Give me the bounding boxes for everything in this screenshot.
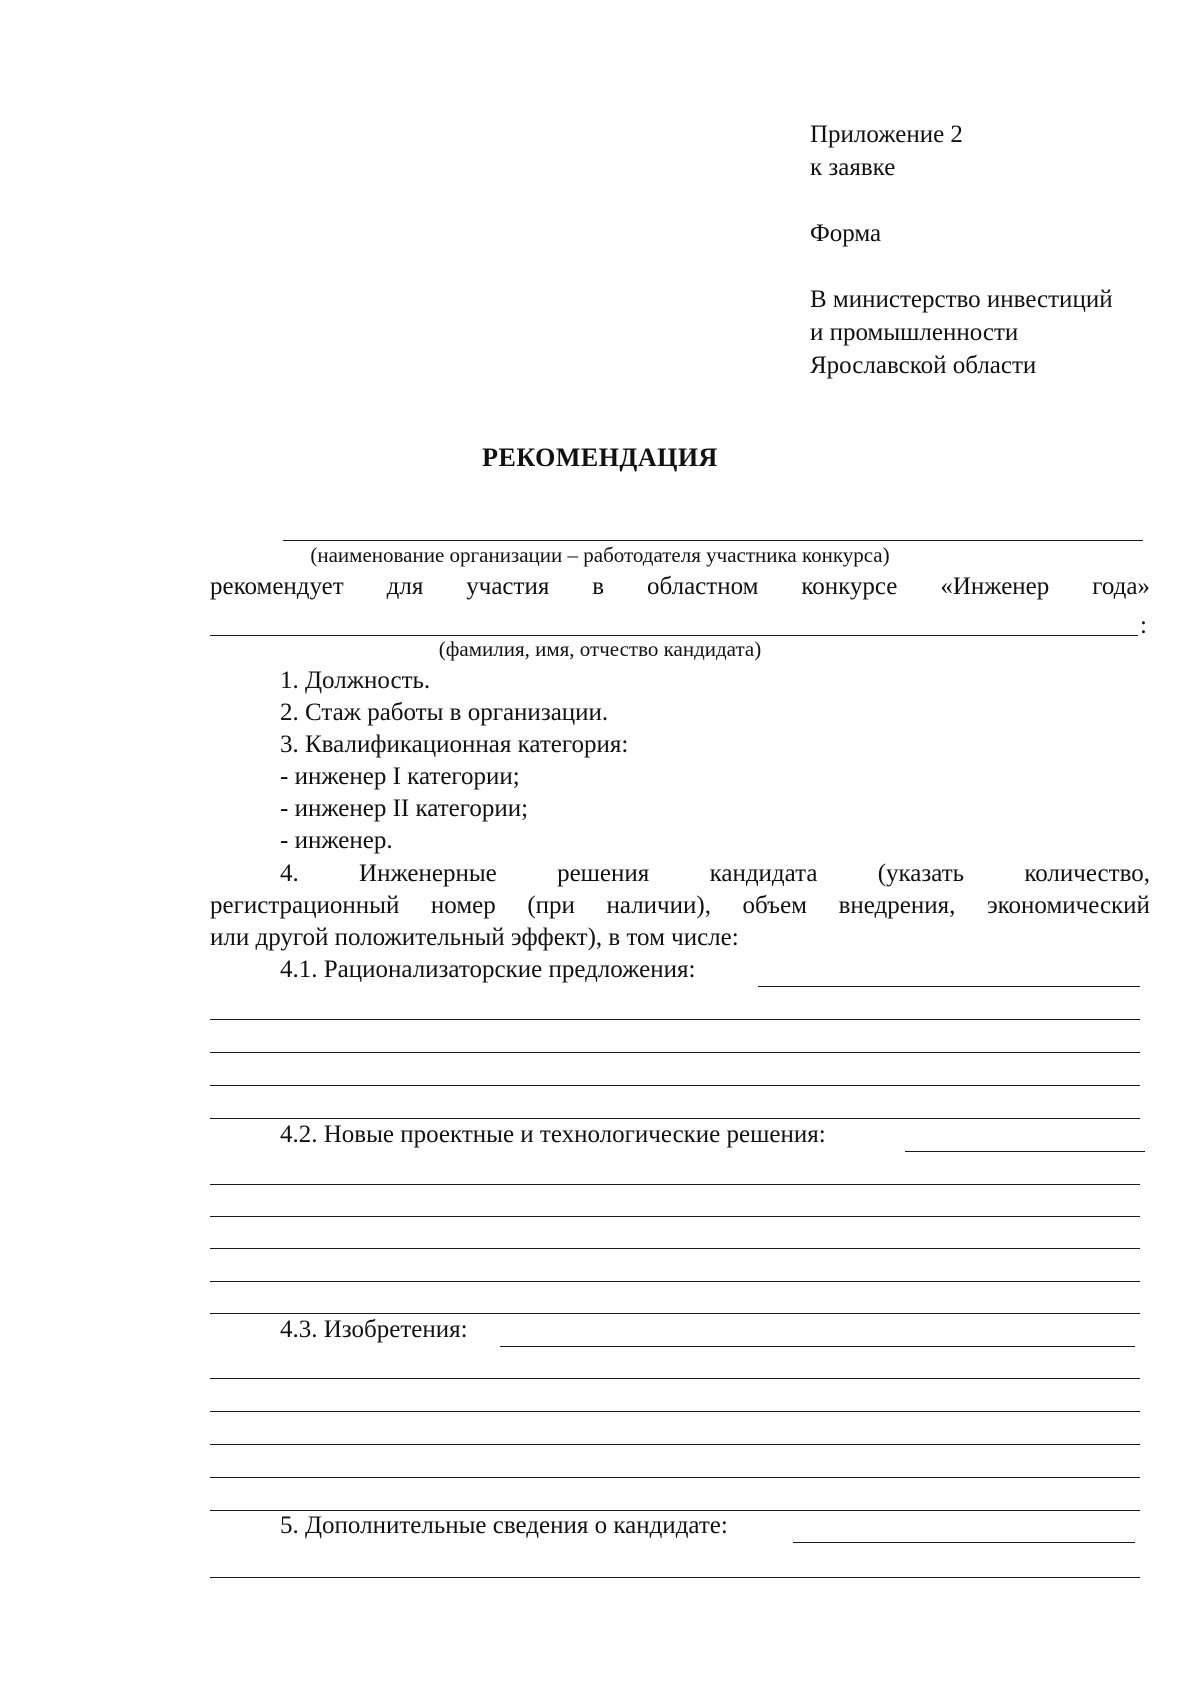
section-4-1-field[interactable] (210, 1052, 1140, 1053)
section-4-1-label: 4.1. Рационализаторские предложения: (280, 956, 696, 983)
p4-word: регистрационный (210, 892, 400, 919)
section-4-1-field[interactable] (210, 1118, 1140, 1119)
annex-to-application: к заявке (810, 154, 896, 181)
section-4-3-field[interactable] (210, 1411, 1140, 1412)
section-5-label: 5. Дополнительные сведения о кандидате: (280, 1512, 728, 1539)
recommend-word: в (592, 573, 605, 600)
p4-word: количество, (1024, 860, 1150, 887)
section-5-field[interactable] (793, 1542, 1135, 1543)
annex-number: Приложение 2 (810, 121, 963, 148)
section-4-3-field[interactable] (210, 1477, 1140, 1478)
p4-word: Инженерные (359, 860, 497, 887)
section-5-field[interactable] (210, 1577, 1140, 1578)
section-4-3-field[interactable] (210, 1378, 1140, 1379)
item-category-1: - инженер I категории; (280, 763, 520, 790)
section-4-2-field[interactable] (210, 1248, 1140, 1249)
p4-word: внедрения, (838, 892, 956, 919)
section-4-3-label: 4.3. Изобретения: (280, 1316, 468, 1343)
section-4-2-field[interactable] (210, 1184, 1140, 1185)
candidate-colon: : (1140, 612, 1147, 639)
item-4-line-1 (280, 860, 1150, 888)
section-4-3-field[interactable] (210, 1510, 1140, 1511)
recommend-word: конкурсе (801, 573, 898, 600)
organization-caption: (наименование организации – работодателя участника конкурса) (310, 543, 890, 567)
p4-word: кандидата (709, 860, 818, 887)
p4-word: решения (557, 860, 650, 887)
recommend-word: года» (1092, 573, 1150, 600)
p4-word: (при (527, 892, 575, 919)
section-4-2-field[interactable] (210, 1281, 1140, 1282)
item-4-line-3: или другой положительный эффект), в том числе: (210, 924, 739, 951)
section-4-2-field[interactable] (210, 1216, 1140, 1217)
section-4-3-field[interactable] (500, 1346, 1135, 1347)
annex-block (810, 118, 1113, 382)
recommend-word: областном (647, 573, 759, 600)
section-4-2-field[interactable] (210, 1313, 1140, 1314)
addressee-line-3: Ярославской области (810, 352, 1037, 379)
item-category-2: - инженер II категории; (280, 795, 529, 822)
p4-word: объем (742, 892, 807, 919)
form-label: Форма (810, 220, 882, 247)
organization-name-field[interactable] (283, 540, 1143, 541)
addressee-line-2: и промышленности (810, 319, 1019, 346)
p4-word: наличии), (606, 892, 711, 919)
recommend-word: участия (466, 573, 550, 600)
recommend-line (210, 573, 1150, 601)
candidate-name-field[interactable] (210, 635, 1138, 636)
candidate-caption: (фамилия, имя, отчество кандидата) (438, 637, 762, 661)
recommend-word: рекомендует (210, 573, 344, 600)
p4-word: (указать (877, 860, 965, 887)
item-4-line-2 (210, 892, 1150, 920)
recommend-word: «Инженер (940, 573, 1050, 600)
item-category: 3. Квалификационная категория: (280, 731, 629, 758)
item-position: 1. Должность. (280, 667, 431, 694)
section-4-1-field[interactable] (210, 1019, 1140, 1020)
item-experience: 2. Стаж работы в организации. (280, 699, 609, 726)
recommend-word: для (386, 573, 424, 600)
section-4-1-field[interactable] (210, 1085, 1140, 1086)
p4-word: 4. (280, 860, 299, 887)
document-title: РЕКОМЕНДАЦИЯ (482, 443, 718, 472)
section-4-3-field[interactable] (210, 1444, 1140, 1445)
section-4-2-field[interactable] (905, 1151, 1145, 1152)
addressee-line-1: В министерство инвестиций (810, 286, 1113, 313)
p4-word: номер (430, 892, 496, 919)
p4-word: экономический (986, 892, 1150, 919)
item-category-3: - инженер. (280, 827, 393, 854)
section-4-2-label: 4.2. Новые проектные и технологические решения: (280, 1121, 826, 1148)
section-4-1-field[interactable] (758, 986, 1140, 987)
